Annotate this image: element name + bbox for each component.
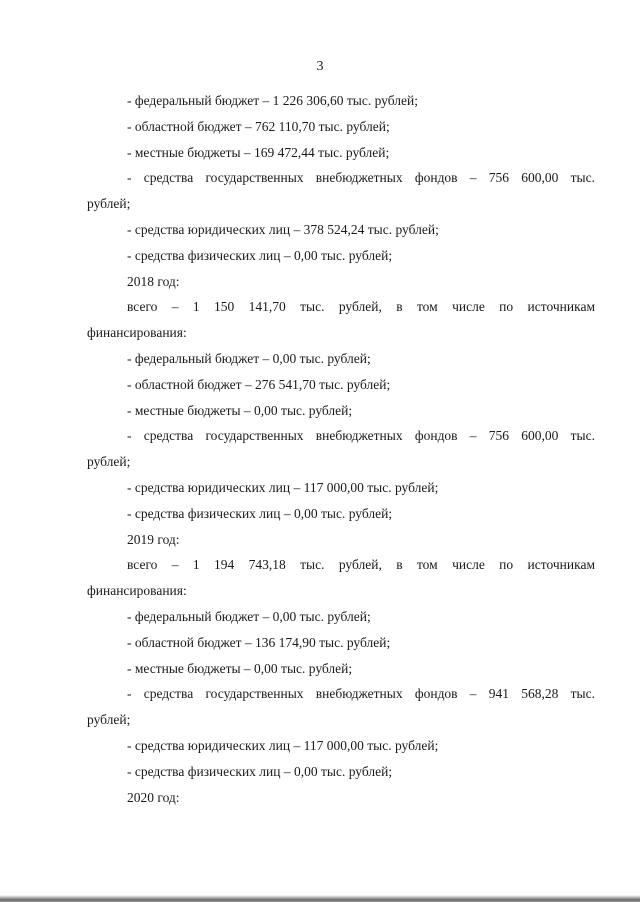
document-body: [87, 88, 595, 810]
text-line: - местные бюджеты – 0,00 тыс. рублей;: [127, 660, 353, 676]
text-line: - средства физических лиц – 0,00 тыс. рублей;: [127, 763, 393, 779]
text-line: - местные бюджеты – 0,00 тыс. рублей;: [127, 402, 353, 418]
text-line: - областной бюджет – 762 110,70 тыс. рублей;: [127, 118, 390, 134]
text-line: всего – 1 194 743,18 тыс. рублей, в том числе по источникам: [127, 557, 595, 573]
text-line: рублей;: [87, 712, 131, 728]
text-line: 2018 год:: [127, 273, 180, 289]
text-line: - областной бюджет – 136 174,90 тыс. рублей;: [127, 634, 391, 650]
scan-bottom-edge: [0, 895, 640, 902]
text-line: всего – 1 150 141,70 тыс. рублей, в том числе по источникам: [127, 299, 595, 315]
text-line: 2020 год:: [127, 789, 180, 805]
text-line: - средства юридических лиц – 117 000,00 тыс. рублей;: [127, 479, 439, 495]
text-line: рублей;: [87, 196, 131, 212]
text-line: - средства физических лиц – 0,00 тыс. рублей;: [127, 247, 393, 263]
text-line: рублей;: [87, 454, 131, 470]
page-number: 3: [316, 59, 324, 74]
text-line: - средства государственных внебюджетных фондов – 756 600,00 тыс.: [127, 170, 595, 186]
text-line: - федеральный бюджет – 0,00 тыс. рублей;: [127, 350, 371, 366]
text-line: финансирования:: [87, 583, 187, 599]
text-line: - федеральный бюджет – 1 226 306,60 тыс. рублей;: [127, 93, 418, 108]
text-line: - средства юридических лиц – 117 000,00 тыс. рублей;: [127, 737, 439, 753]
text-line: - средства государственных внебюджетных фондов – 756 600,00 тыс.: [127, 428, 595, 444]
text-line: 2019 год:: [127, 531, 180, 547]
text-line: финансирования:: [87, 325, 187, 341]
text-line: - федеральный бюджет – 0,00 тыс. рублей;: [127, 608, 371, 624]
text-line: - средства физических лиц – 0,00 тыс. рублей;: [127, 505, 393, 521]
text-line: - местные бюджеты – 169 472,44 тыс. рублей;: [127, 144, 390, 160]
text-line: - средства государственных внебюджетных фондов – 941 568,28 тыс.: [127, 686, 595, 702]
text-line: - средства юридических лиц – 378 524,24 тыс. рублей;: [127, 221, 439, 237]
text-line: - областной бюджет – 276 541,70 тыс. рублей;: [127, 376, 391, 392]
